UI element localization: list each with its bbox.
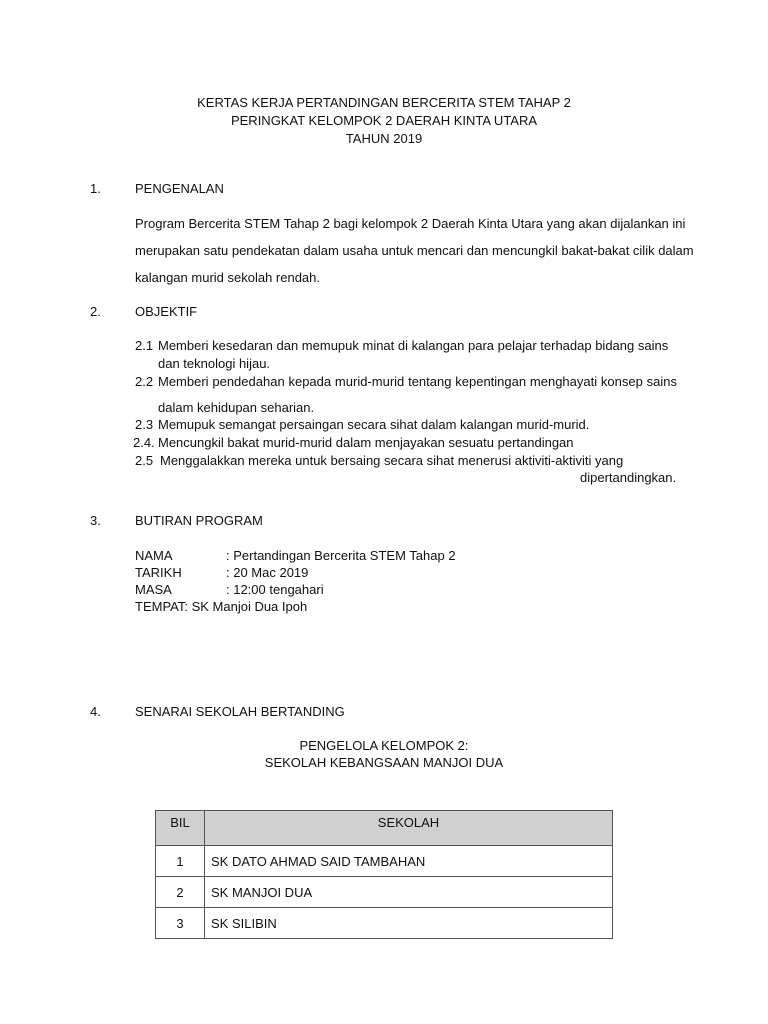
table-row [156, 877, 613, 908]
section-number-1: 1. [90, 181, 101, 196]
section-number-2: 2. [90, 304, 101, 319]
pengenalan-paragraph-line: Program Bercerita STEM Tahap 2 bagi kelompok 2 Daerah Kinta Utara yang akan dijalankan ini [135, 216, 686, 231]
objektif-item-number: 2.5 [135, 453, 154, 468]
column-header-bil: BIL [156, 811, 205, 846]
butiran-tempat: TEMPAT: SK Manjoi Dua Ipoh [135, 599, 308, 614]
objektif-item-text: Menggalakkan mereka untuk bersaing secara sihat menerusi aktiviti-aktiviti yang [160, 453, 624, 468]
schools-table [155, 810, 613, 939]
table-header-row [156, 811, 613, 846]
row-bil: 3 [156, 908, 205, 939]
section-heading-objektif: OBJEKTIF [135, 304, 198, 319]
objektif-item-text: Memberi kesedaran dan memupuk minat di kalangan para pelajar terhadap bidang sains [158, 338, 669, 353]
document-title-line-1: KERTAS KERJA PERTANDINGAN BERCERITA STEM TAHAP 2 [197, 95, 571, 110]
column-header-sekolah: SEKOLAH [205, 811, 613, 846]
objektif-item-continuation: dipertandingkan. [580, 470, 677, 485]
pengenalan-paragraph-line: kalangan murid sekolah rendah. [135, 270, 321, 285]
pengelola-line-1: PENGELOLA KELOMPOK 2: [299, 738, 469, 753]
document-title-line-3: TAHUN 2019 [345, 131, 423, 146]
objektif-item-text: Memberi pendedahan kepada murid-murid tentang kepentingan menghayati konsep sains [158, 374, 677, 389]
row-bil: 2 [156, 877, 205, 908]
butiran-tarikh-label: TARIKH [135, 565, 182, 580]
pengenalan-paragraph-line: merupakan satu pendekatan dalam usaha untuk mencari dan mencungkil bakat-bakat cilik dalam [135, 243, 694, 258]
table-row [156, 908, 613, 939]
row-bil: 1 [156, 846, 205, 877]
butiran-nama-value: : Pertandingan Bercerita STEM Tahap 2 [226, 548, 456, 563]
document-title-line-2: PERINGKAT KELOMPOK 2 DAERAH KINTA UTARA [230, 113, 538, 128]
butiran-tarikh-value: : 20 Mac 2019 [226, 565, 309, 580]
section-heading-pengenalan: PENGENALAN [135, 181, 224, 196]
section-number-4: 4. [90, 704, 101, 719]
section-heading-butiran: BUTIRAN PROGRAM [135, 513, 263, 528]
pengelola-line-2: SEKOLAH KEBANGSAAN MANJOI DUA [264, 755, 504, 770]
section-number-3: 3. [90, 513, 101, 528]
row-sekolah: SK SILIBIN [205, 908, 613, 939]
butiran-nama-label: NAMA [135, 548, 173, 563]
objektif-item-continuation: dalam kehidupan seharian. [158, 400, 315, 415]
row-sekolah: SK MANJOI DUA [205, 877, 613, 908]
table-row [156, 846, 613, 877]
butiran-masa-value: : 12:00 tengahari [226, 582, 324, 597]
butiran-masa-label: MASA [135, 582, 172, 597]
section-heading-senarai: SENARAI SEKOLAH BERTANDING [135, 704, 345, 719]
objektif-item-number: 2.3 [135, 417, 154, 432]
objektif-item-number: 2.2 [135, 374, 154, 389]
objektif-item-text: Memupuk semangat persaingan secara sihat dalam kalangan murid-murid. [158, 417, 590, 432]
objektif-item-continuation: dan teknologi hijau. [158, 356, 271, 371]
objektif-item-number: 2.4. [133, 435, 155, 450]
objektif-item-text: Mencungkil bakat murid-murid dalam menjayakan sesuatu pertandingan [158, 435, 574, 450]
objektif-item-number: 2.1 [135, 338, 154, 353]
row-sekolah: SK DATO AHMAD SAID TAMBAHAN [205, 846, 613, 877]
